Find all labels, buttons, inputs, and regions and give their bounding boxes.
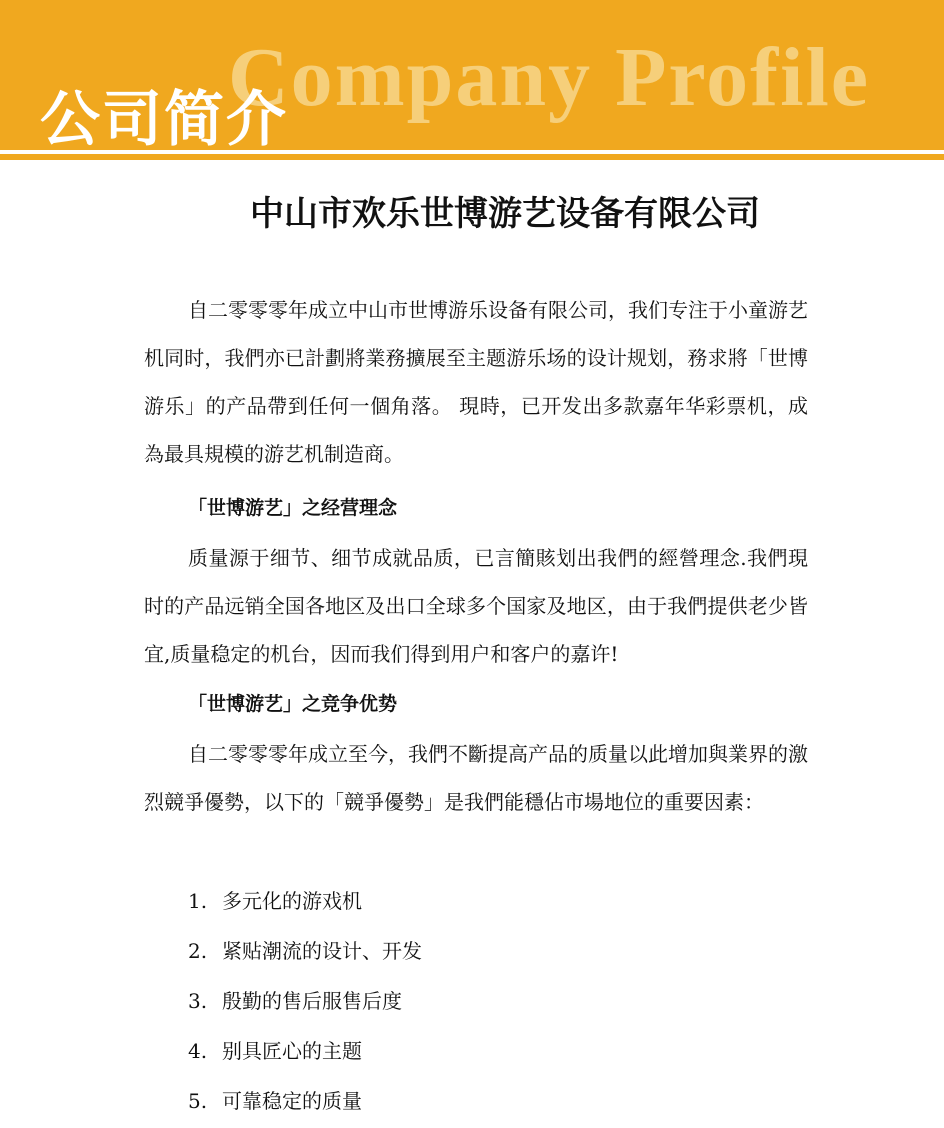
intro-paragraph: 自二零零零年成立中山市世博游乐设备有限公司，我们专注于小童游艺机同时，我們亦已計劃將業務擴展至主题游乐场的设计规划，務求將「世博游乐」的产品帶到任何一個角落。 現時，已开发出多款嘉年华彩票机，成為最具規模的游艺机制造商。 (144, 298, 808, 466)
list-item-number: 4. (188, 1039, 208, 1063)
banner-chinese-title: 公司简介 (40, 85, 288, 150)
list-item-text: 紧贴潮流的设计、开发 (222, 939, 422, 963)
list-item-number: 1. (188, 889, 208, 913)
list-item-text: 别具匠心的主题 (222, 1039, 362, 1063)
banner-english-title: Company Profile (228, 31, 871, 124)
list-item-text: 可靠稳定的质量 (222, 1089, 362, 1113)
advantages-paragraph: 自二零零零年成立至今，我們不斷提高产品的质量以此增加與業界的激烈競爭優勢，以下的「競爭優勢」是我們能穩佔市場地位的重要因素： (144, 742, 808, 814)
list-item-number: 2. (188, 939, 208, 963)
list-item-number: 5. (188, 1089, 208, 1113)
company-name-heading: 中山市欢乐世博游艺设备有限公司 (250, 194, 760, 234)
section-heading-advantages: 「世博游艺」之竞争优势 (188, 693, 398, 715)
list-item (188, 978, 422, 1028)
banner-divider-gold (0, 154, 944, 160)
list-item (188, 1078, 422, 1128)
list-item-text: 多元化的游戏机 (222, 889, 362, 913)
advantages-list (188, 878, 422, 1128)
list-item-text: 殷勤的售后服售后度 (222, 989, 402, 1013)
philosophy-paragraph: 质量源于细节、细节成就品质，已言簡賅划出我們的經營理念.我們現时的产品远销全国各地区及出口全球多个国家及地区，由于我們提供老少皆宜,质量稳定的机台，因而我们得到用户和客户的嘉许! (144, 546, 808, 666)
list-item (188, 1028, 422, 1078)
section-heading-philosophy: 「世博游艺」之经营理念 (188, 497, 398, 519)
list-item (188, 928, 422, 978)
header-banner (0, 0, 944, 150)
list-item (188, 878, 422, 928)
list-item-number: 3. (188, 989, 208, 1013)
